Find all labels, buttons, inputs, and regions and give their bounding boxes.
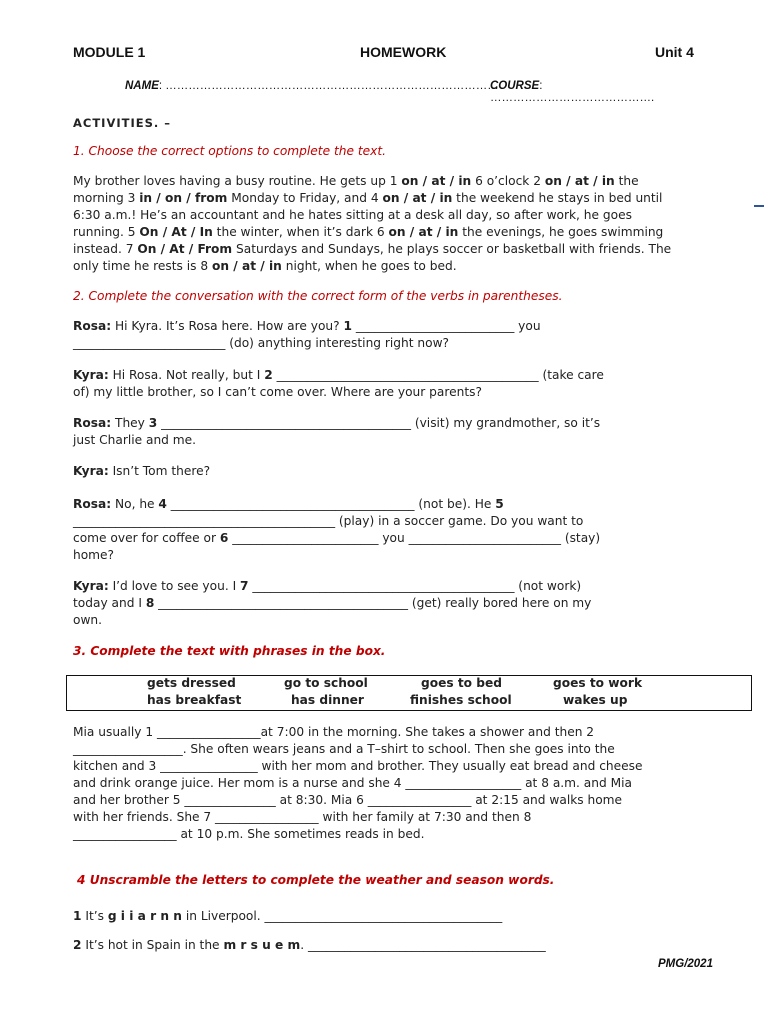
conversation-turn (73, 318, 723, 352)
phrase: goes to bed (421, 676, 503, 690)
conversation-turn (73, 415, 723, 449)
text-line: Kyra: Isn’t Tom there? (73, 464, 211, 478)
phrase: finishes school (410, 693, 512, 707)
section-2-title: 2. Complete the conversation with the correct form of the verbs in parentheses. (73, 289, 563, 303)
course-dots: : ……………………………………. (490, 80, 655, 104)
footer-code: PMG/2021 (658, 958, 713, 970)
course-label: COURSE (490, 80, 540, 92)
text-line: Kyra: Hi Rosa. Not really, but I 2 ___________________________________________ (take care (73, 368, 604, 382)
module-label: MODULE 1 (73, 44, 146, 60)
text-line: and drink orange juice. Her mom is a nurse and she 4 ___________________ at 8 a.m. and Mia (73, 776, 632, 790)
text-line: instead. 7 On / At / From Saturdays and Sundays, he plays soccer or basketball with friends. The (73, 242, 672, 256)
activities-heading: ACTIVITIES. – (73, 116, 172, 130)
text-line: ___________________________________________ (play) in a soccer game. Do you want to (73, 514, 584, 528)
phrase: gets dressed (147, 676, 236, 690)
section-4-text (73, 902, 723, 960)
text-line: come over for coffee or 6 ________________________ you _________________________ (stay) (73, 531, 601, 545)
text-line: running. 5 On / At / In the winter, when it’s dark 6 on / at / in the evenings, he goes swimming (73, 225, 664, 239)
homework-label: HOMEWORK (360, 44, 447, 60)
unit-label: Unit 4 (655, 44, 694, 60)
text-line: __________________. She often wears jeans and a T–shirt to school. Then she goes into the (73, 742, 615, 756)
edge-dash-icon (752, 194, 766, 208)
phrase: wakes up (563, 693, 628, 707)
conversation-turn (73, 496, 723, 564)
name-label: NAME (125, 80, 159, 92)
text-line: 6:30 a.m.! He’s an accountant and he hates sitting at a desk all day, so after work, he goes (73, 208, 632, 222)
phrase: has dinner (291, 693, 364, 707)
text-line: _________________ at 10 p.m. She sometimes reads in bed. (73, 827, 425, 841)
text-line: morning 3 in / on / from Monday to Friday, and 4 on / at / in the weekend he stays in bed until (73, 191, 663, 205)
text-line: of) my little brother, so I can’t come over. Where are your parents? (73, 385, 482, 399)
conversation-turn (73, 463, 723, 480)
conversation-turn (73, 578, 723, 629)
text-line: My brother loves having a busy routine. He gets up 1 on / at / in 6 o’clock 2 on / at / in the (73, 174, 639, 188)
course-field[interactable] (490, 80, 685, 104)
text-line: kitchen and 3 ________________ with her mom and brother. They usually eat bread and cheese (73, 759, 643, 773)
conversation-turn (73, 367, 723, 401)
text-line: own. (73, 613, 103, 627)
text-line: 1 It’s g i i a r n n in Liverpool. _______________________________________ (73, 909, 503, 923)
text-line: Rosa: They 3 _________________________________________ (visit) my grandmother, so it’s (73, 416, 601, 430)
section-3-text (73, 724, 723, 843)
section-1-title: 1. Choose the correct options to complete the text. (73, 144, 386, 158)
section-4-title: 4 Unscramble the letters to complete the weather and season words. (77, 873, 555, 887)
text-line: Kyra: I’d love to see you. I 7 ___________________________________________ (not work) (73, 579, 582, 593)
text-line: with her friends. She 7 _________________ with her family at 7:30 and then 8 (73, 810, 532, 824)
phrase: go to school (284, 676, 368, 690)
text-line: _________________________ (do) anything interesting right now? (73, 336, 450, 350)
text-line: Rosa: No, he 4 ________________________________________ (not be). He 5 (73, 497, 504, 511)
phrase: has breakfast (147, 693, 242, 707)
name-course-line (125, 80, 685, 104)
text-line: Rosa: Hi Kyra. It’s Rosa here. How are you? 1 __________________________ you (73, 319, 541, 333)
text-line: today and I 8 _________________________________________ (get) really bored here on my (73, 596, 592, 610)
text-line: 2 It’s hot in Spain in the m r s u e m. _______________________________________ (73, 938, 546, 952)
section-3-title: 3. Complete the text with phrases in the box. (73, 644, 386, 658)
text-line: and her brother 5 _______________ at 8:30. Mia 6 _________________ at 2:15 and walks home (73, 793, 623, 807)
text-line: home? (73, 548, 115, 562)
phrase-box (66, 675, 752, 711)
phrase: goes to work (553, 676, 643, 690)
section-1-text (73, 173, 723, 275)
name-dots: : …………………………………………………………………………… (158, 80, 499, 92)
name-field[interactable] (125, 80, 499, 92)
text-line: just Charlie and me. (73, 433, 197, 447)
text-line: Mia usually 1 _________________at 7:00 in the morning. She takes a shower and then 2 (73, 725, 595, 739)
text-line: only time he rests is 8 on / at / in night, when he goes to bed. (73, 259, 457, 273)
